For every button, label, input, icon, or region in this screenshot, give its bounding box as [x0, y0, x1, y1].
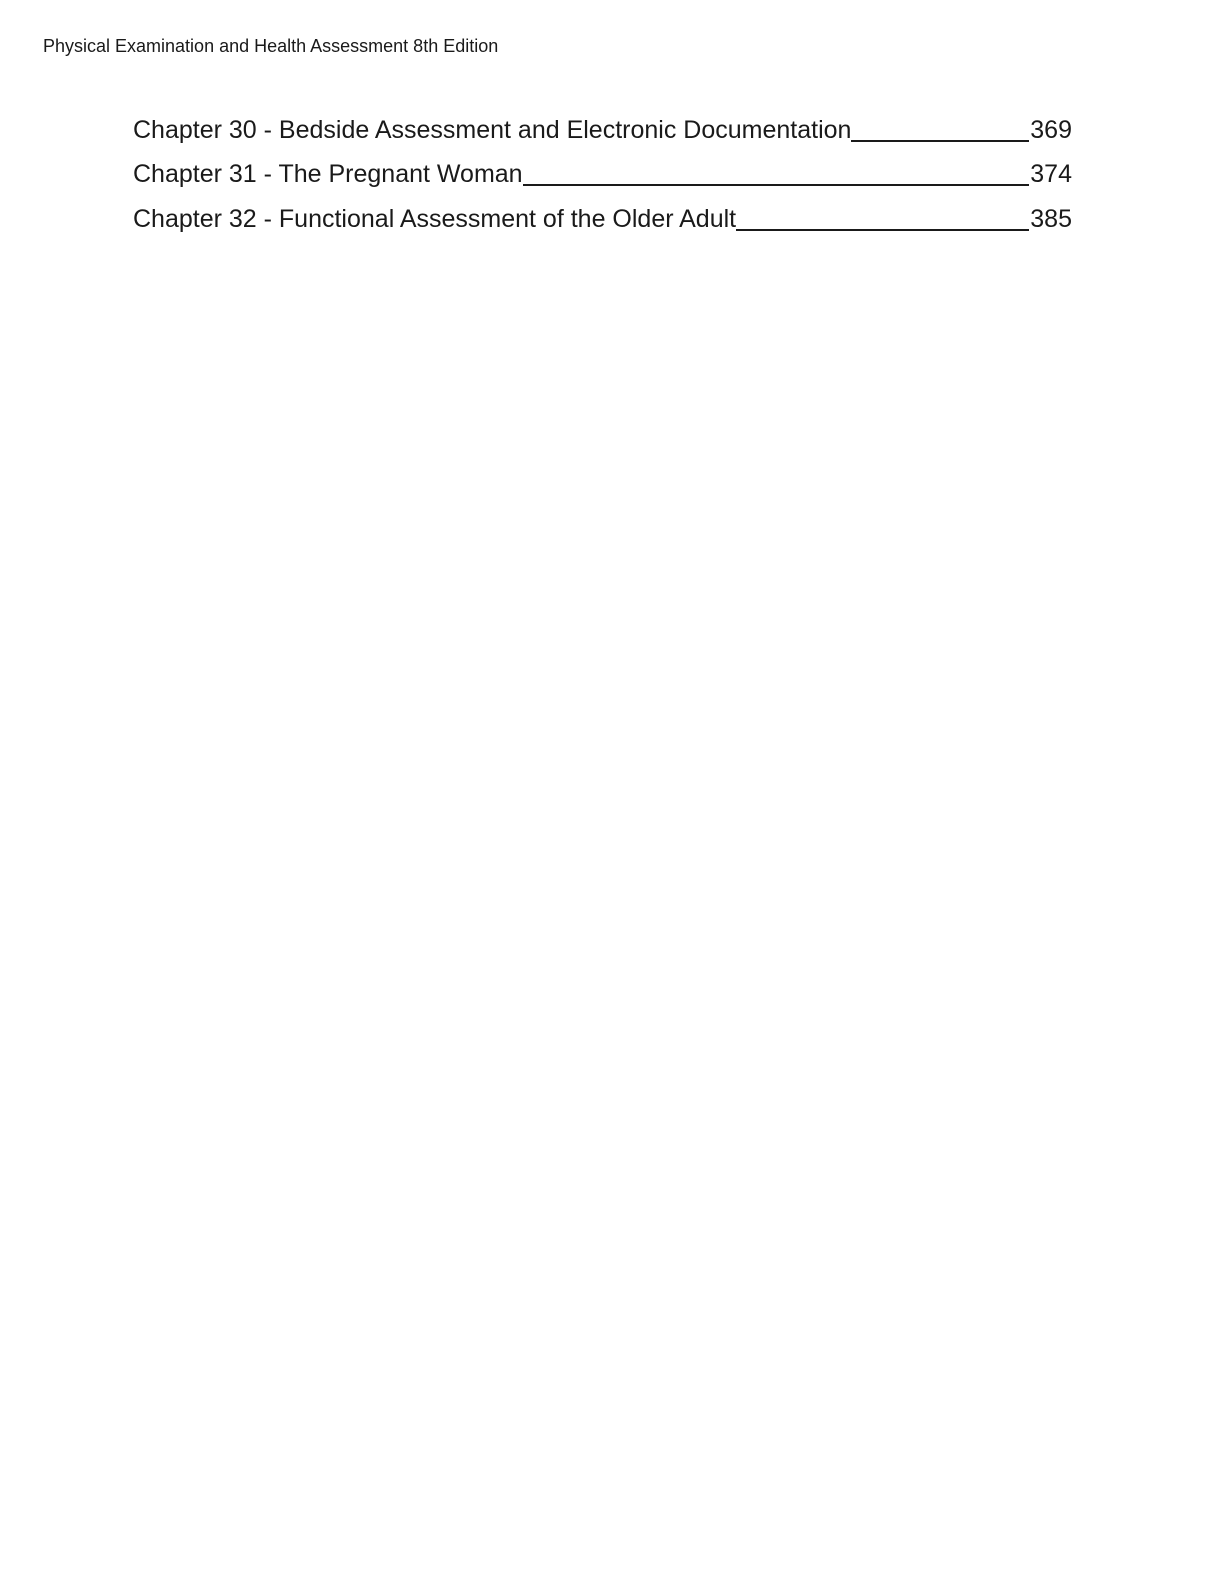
table-of-contents [133, 106, 1072, 240]
running-header: Physical Examination and Health Assessment 8th Edition [43, 36, 499, 56]
toc-entry[interactable] [133, 151, 1072, 196]
toc-entry-page: 369 [1030, 115, 1072, 144]
toc-entry-title: Chapter 30 - Bedside Assessment and Electronic Documentation [133, 115, 852, 144]
toc-entry-title: Chapter 32 - Functional Assessment of the Older Adult [133, 204, 737, 233]
toc-entry[interactable] [133, 106, 1072, 151]
toc-entry[interactable] [133, 195, 1072, 240]
toc-entry-page: 374 [1030, 160, 1072, 188]
toc-entry-title: Chapter 31 - The Pregnant Woman [133, 160, 523, 188]
toc-leader-line [523, 184, 1029, 186]
toc-leader-line [736, 229, 1029, 231]
toc-entry-page: 385 [1030, 204, 1072, 233]
toc-leader-line [851, 140, 1029, 142]
